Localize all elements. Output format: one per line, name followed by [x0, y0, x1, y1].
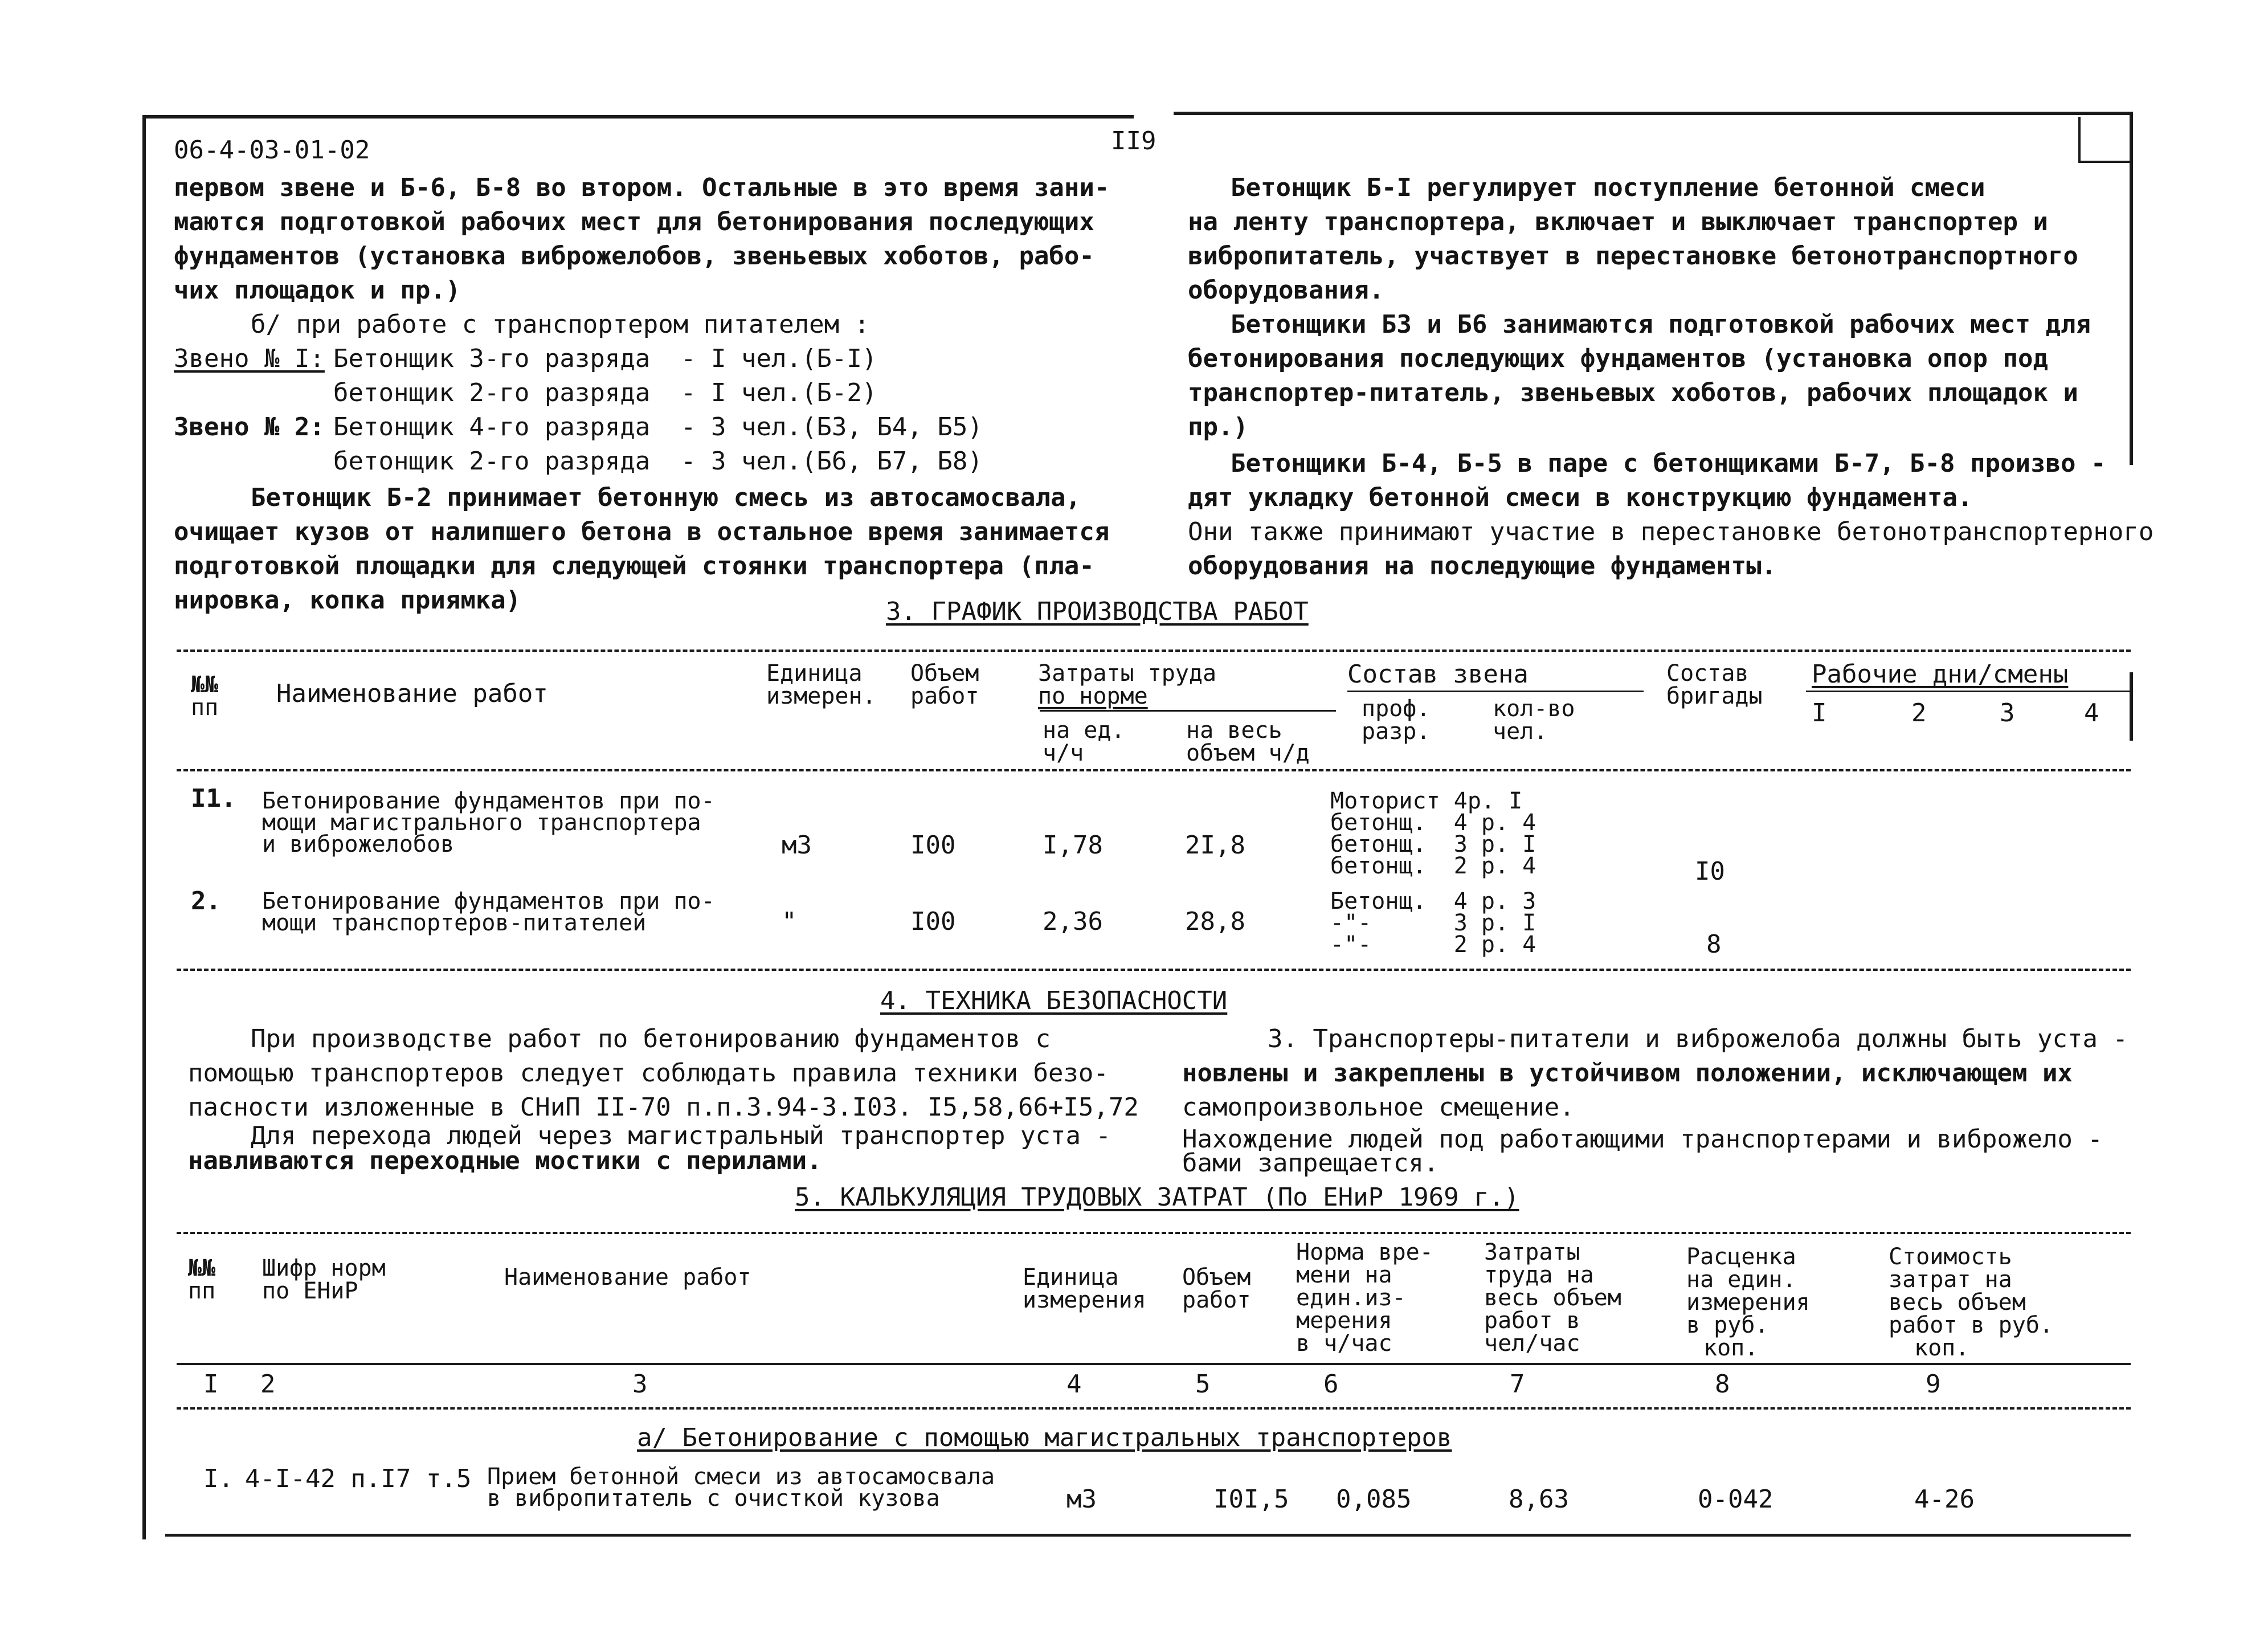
col-volume-header: Объем: [1182, 1264, 1251, 1290]
col-norm-header: в ч/час: [1296, 1330, 1392, 1357]
crew-role: Бетонщик 4-го разряда: [333, 412, 651, 442]
col-days-header: Рабочие дни/смены: [1812, 660, 2069, 689]
col-volume-header: работ: [910, 683, 979, 709]
crew-count: - I чел.(Б-I): [681, 344, 877, 373]
col-unit-header: Единица: [1023, 1264, 1119, 1290]
text-line: фундаментов (установка виброжелобов, звеньевых хоботов, рабо-: [174, 242, 1094, 271]
row-name: в вибропитатель с очисткой кузова: [487, 1485, 940, 1512]
col-labor-header: Затраты: [1484, 1239, 1580, 1265]
row-crew: -"- 3 р. I: [1330, 910, 1536, 936]
column-number: 6: [1323, 1370, 1339, 1399]
crew-role: бетонщик 2-го разряда: [333, 447, 651, 476]
text-line: Для перехода людей через магистральный транспортер уста -: [251, 1121, 1111, 1150]
col-volume-header: работ: [1182, 1287, 1251, 1313]
row-norm: 0,085: [1336, 1485, 1412, 1514]
crew-count: - 3 чел.(Б3, Б4, Б5): [681, 412, 983, 442]
doc-code: 06-4-03-01-02: [174, 136, 370, 165]
column-number: 5: [1195, 1370, 1211, 1399]
row-volume: I00: [910, 907, 956, 936]
text-line: оборудования на последующие фундаменты.: [1188, 552, 1777, 581]
col-cost-header: весь объем: [1889, 1289, 2026, 1316]
col-labor-header: чел/час: [1484, 1330, 1580, 1357]
row-name: Бетонирование фундаментов при по-: [262, 888, 715, 914]
row-volume: I00: [910, 831, 956, 860]
row-unit: ": [782, 907, 797, 936]
col-code-header: по ЕНиР: [262, 1278, 358, 1304]
text-line: Нахождение людей под работающими транспортерами и виброжело -: [1182, 1125, 2103, 1154]
text-line: подготовкой площадки для следующей стоянки транспортера (пла-: [174, 552, 1094, 581]
col-unit-header: Единица: [766, 660, 863, 687]
row-name: и виброжелобов: [262, 831, 455, 857]
day-col-label: 3: [2000, 699, 2015, 728]
col-brigade-header: Состав: [1666, 660, 1749, 687]
text-line: маются подготовкой рабочих мест для бетонирования последующих: [174, 207, 1094, 236]
col-qty-header: чел.: [1493, 718, 1548, 745]
subsection-b-heading: б/ при работе с транспортером питателем :: [251, 310, 870, 339]
section-5-title: 5. КАЛЬКУЛЯЦИЯ ТРУДОВЫХ ЗАТРАТ (По ЕНиР 1969 г.): [795, 1183, 1519, 1212]
text-line: пасности изложенные в СНиП II-70 п.п.3.94-3.I03. I5,58,66+I5,72: [188, 1093, 1139, 1122]
col-volume-header: Объем: [910, 660, 979, 687]
row-volume: I0I,5: [1213, 1485, 1289, 1514]
table-rule: [177, 1232, 2131, 1234]
table-rule: [177, 650, 2131, 652]
row-name: Бетонирование фундаментов при по-: [262, 788, 715, 814]
col-total-header: на весь: [1186, 717, 1282, 744]
col-rate-header: на един.: [1686, 1267, 1796, 1293]
text-line: нировка, копка приямка): [174, 586, 521, 615]
table-rule-solid: [177, 1363, 2131, 1365]
section-3-title: 3. ГРАФИК ПРОИЗВОДСТВА РАБОТ: [886, 597, 1309, 626]
col-total-header: объем ч/д: [1186, 740, 1310, 766]
crew-label: Звено № 2:: [174, 412, 325, 442]
col-brigade-header: бригады: [1666, 683, 1763, 709]
row-num: I.: [203, 1464, 234, 1493]
row-per-unit: I,78: [1043, 831, 1103, 860]
row-labor: 8,63: [1509, 1485, 1569, 1514]
text-line: чих площадок и пр.): [174, 276, 461, 305]
calc-subheading: а/ Бетонирование с помощью магистральных транспортеров: [637, 1423, 1452, 1452]
col-qty-header: кол-во: [1493, 696, 1575, 722]
crew-role: бетонщик 2-го разряда: [333, 378, 651, 407]
col-name-header: Наименование работ: [504, 1264, 751, 1290]
col-rate-header: коп.: [1703, 1335, 1759, 1361]
text-line: новлены и закреплены в устойчивом положении, исключающем их: [1182, 1059, 2073, 1088]
col-per-unit-header: ч/ч: [1043, 740, 1084, 766]
column-number: 4: [1066, 1370, 1082, 1399]
col-code-header: Шифр норм: [262, 1255, 386, 1281]
row-name: мощи магистрального транспортера: [262, 810, 701, 836]
col-unit-header: измерения: [1023, 1287, 1146, 1313]
col-unit-header: измерен.: [766, 683, 876, 709]
row-total: 2I,8: [1185, 831, 1245, 860]
frame-bottom: [165, 1534, 2131, 1537]
crew-subrule: [1347, 691, 1644, 692]
row-total: 28,8: [1185, 907, 1245, 936]
col-num-header: пп: [191, 695, 219, 721]
column-number: 3: [632, 1370, 648, 1399]
col-labor-header: труда на: [1484, 1262, 1594, 1288]
row-crew: -"- 2 р. 4: [1330, 932, 1536, 958]
text-line: самопроизвольное смещение.: [1182, 1093, 1575, 1122]
days-subrule: [1806, 691, 2131, 692]
day-col-label: 2: [1911, 699, 1927, 728]
section-4-title: 4. ТЕХНИКА БЕЗОПАСНОСТИ: [880, 986, 1228, 1015]
frame-top-left: [142, 115, 1134, 119]
day-col-label: I: [1812, 699, 1827, 728]
column-number: I: [203, 1370, 219, 1399]
stamp-box-bottom: [2078, 161, 2132, 163]
row-code: 4-I-42 п.I7 т.5: [245, 1464, 472, 1493]
frame-top-right: [1174, 112, 2131, 115]
col-num-header: №№: [188, 1255, 216, 1281]
page-number: II9: [1111, 126, 1157, 156]
row-crew: бетонщ. 2 р. 4: [1330, 853, 1536, 879]
col-name-header: Наименование работ: [276, 679, 548, 708]
column-number: 7: [1510, 1370, 1525, 1399]
text-line: Бетонщик Б-2 принимает бетонную смесь из автосамосвала,: [251, 483, 1081, 512]
row-unit: м3: [1066, 1485, 1097, 1514]
frame-right: [2130, 112, 2133, 465]
text-line: бетонирования последующих фундаментов (установка опор под: [1188, 344, 2048, 373]
text-line: 3. Транспортеры-питатели и виброжелоба должны быть уста -: [1268, 1024, 2128, 1053]
col-prof-header: проф.: [1362, 696, 1431, 722]
text-line: оборудования.: [1188, 276, 1384, 305]
col-cost-header: Стоимость: [1889, 1244, 2012, 1270]
text-line: помощью транспортеров следует соблюдать правила техники безо-: [188, 1059, 1109, 1088]
text-line: транспортер-питатель, звеньевых хоботов, рабочих площадок и: [1188, 378, 2078, 407]
row-per-unit: 2,36: [1043, 907, 1103, 936]
row-name: мощи транспортеров-питателей: [262, 910, 647, 936]
labor-subrule: [1040, 710, 1336, 712]
col-rate-header: измерения: [1686, 1289, 1810, 1316]
crew-count: - 3 чел.(Б6, Б7, Б8): [681, 447, 983, 476]
col-crew-header: Состав звена: [1347, 660, 1529, 689]
row-crew: Бетонщ. 4 р. 3: [1330, 888, 1536, 914]
row-brigade: I0: [1695, 857, 1725, 886]
col-num-header: пп: [188, 1278, 216, 1304]
text-line: вибропитатель, участвует в перестановке бетонотранспортного: [1188, 242, 2078, 271]
table-rule: [177, 969, 2131, 971]
table-rule: [177, 769, 2131, 771]
col-num-header: №№: [191, 672, 219, 698]
text-line: на ленту транспортера, включает и выключает транспортер и: [1188, 207, 2048, 236]
row-unit: м3: [782, 831, 812, 860]
col-cost-header: работ в руб.: [1889, 1312, 2053, 1338]
row-num: I1.: [191, 784, 236, 813]
row-crew: Моторист 4р. I: [1330, 788, 1523, 814]
stamp-box-left: [2078, 117, 2081, 162]
row-brigade: 8: [1706, 930, 1722, 959]
row-cost: 4-26: [1914, 1485, 1975, 1514]
crew-role: Бетонщик 3-го разряда: [333, 344, 651, 373]
text-line: Бетонщики Б-4, Б-5 в паре с бетонщиками Б-7, Б-8 произво -: [1231, 449, 2106, 478]
frame-left: [142, 115, 146, 1539]
text-line: навливаются переходные мостики с перилами.: [188, 1146, 822, 1175]
text-line: первом звене и Б-6, Б-8 во втором. Остальные в это время зани-: [174, 173, 1110, 202]
column-number: 9: [1926, 1370, 1941, 1399]
col-norm-header: един.из-: [1296, 1285, 1406, 1311]
row-rate: 0-042: [1698, 1485, 1773, 1514]
col-cost-header: коп.: [1914, 1335, 1969, 1361]
col-rate-header: Расценка: [1686, 1244, 1796, 1270]
row-crew: бетонщ. 3 р. I: [1330, 831, 1536, 857]
table-rule: [177, 1407, 2131, 1410]
frame-right-lower: [2130, 672, 2133, 741]
col-norm-header: Норма вре-: [1296, 1239, 1433, 1265]
day-col-label: 4: [2084, 699, 2099, 728]
col-labor-header: весь объем: [1484, 1285, 1621, 1311]
col-labor-header: Затраты труда: [1038, 660, 1217, 687]
col-cost-header: затрат на: [1889, 1267, 2012, 1293]
col-rate-header: в руб.: [1686, 1312, 1769, 1338]
text-line: Бетонщик Б-I регулирует поступление бетонной смеси: [1231, 173, 1985, 202]
text-line: При производстве работ по бетонированию фундаментов с: [251, 1024, 1051, 1053]
text-line: Бетонщики Б3 и Б6 занимаются подготовкой рабочих мест для: [1231, 310, 2091, 339]
col-norm-header: мени на: [1296, 1262, 1392, 1288]
crew-count: - I чел.(Б-2): [681, 378, 877, 407]
text-line: пр.): [1188, 412, 1248, 442]
col-labor-header: работ в: [1484, 1308, 1580, 1334]
column-number: 2: [260, 1370, 276, 1399]
row-num: 2.: [191, 887, 221, 916]
text-line: очищает кузов от налипшего бетона в остальное время занимается: [174, 517, 1110, 546]
col-per-unit-header: на ед.: [1043, 717, 1125, 744]
col-norm-header: мерения: [1296, 1308, 1392, 1334]
column-number: 8: [1715, 1370, 1730, 1399]
row-name: Прием бетонной смеси из автосамосвала: [487, 1464, 995, 1490]
text-line: дят укладку бетонной смеси в конструкцию фундамента.: [1188, 483, 1973, 512]
crew-label: Звено № I:: [174, 344, 325, 373]
text-line: бами запрещается.: [1182, 1149, 1439, 1178]
col-prof-header: разр.: [1362, 718, 1431, 745]
row-crew: бетонщ. 4 р. 4: [1330, 810, 1536, 836]
text-line: Они также принимают участие в перестановке бетонотранспортерного: [1188, 517, 2154, 546]
col-labor-header: по норме: [1038, 683, 1148, 709]
